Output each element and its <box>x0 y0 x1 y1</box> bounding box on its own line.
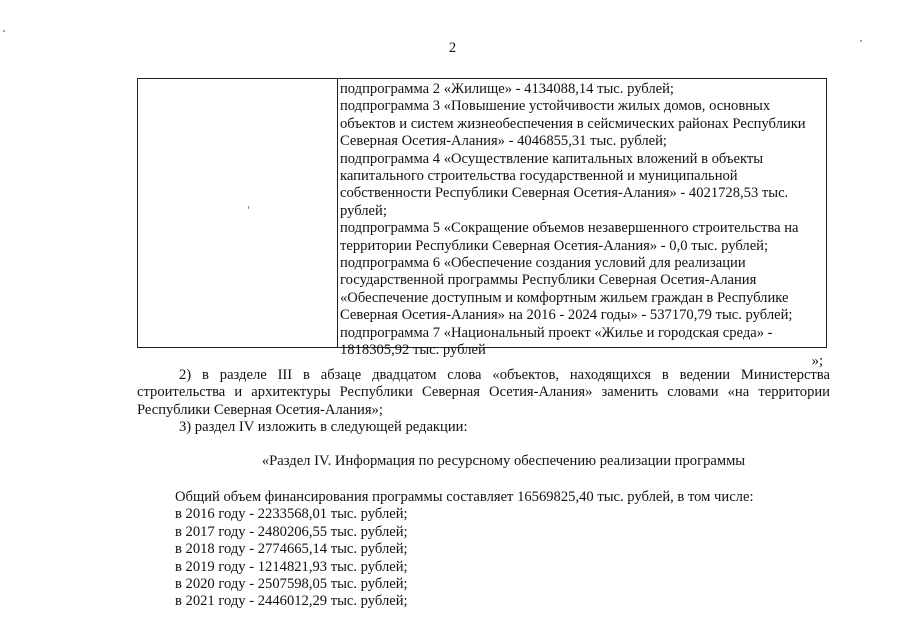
funding-year-item: в 2016 году - 2233568,01 тыс. рублей; <box>175 506 408 523</box>
funding-list <box>175 489 754 611</box>
subprogram-line: капитального строительства государственной и муниципальной <box>340 168 738 185</box>
subprogram-line: подпрограмма 7 «Национальный проект «Жилье и городская среда» - <box>340 324 773 341</box>
subprogram-line: подпрограмма 6 «Обеспечение создания условий для реализации <box>340 255 746 272</box>
subprogram-line: собственности Республики Северная Осетия-Алания» - 4021728,53 тыс. <box>340 185 789 202</box>
funding-year-item: в 2021 году - 2446012,29 тыс. рублей; <box>175 593 408 610</box>
subprograms-table <box>137 78 827 359</box>
subprogram-line: 1818305,92 тыс. рублей <box>340 342 486 359</box>
subprogram-line: подпрограмма 5 «Сокращение объемов незавершенного строительства на <box>340 220 799 237</box>
funding-year-item: в 2020 году - 2507598,05 тыс. рублей; <box>175 576 408 593</box>
subprogram-line: объектов и систем жизнеобеспечения в сейсмических районах Республики <box>340 115 806 132</box>
amendment-item-3: 3) раздел IV изложить в следующей редакции: <box>179 419 468 435</box>
subprogram-line: «Обеспечение доступным и комфортным жильем граждан в Республике <box>340 289 789 306</box>
scan-speck <box>860 40 862 42</box>
section-heading: «Раздел IV. Информация по ресурсному обеспечению реализации программы <box>261 453 746 469</box>
subprogram-line: подпрограмма 3 «Повышение устойчивости жилых домов, основных <box>340 98 771 115</box>
scan-speck <box>248 206 249 209</box>
subprogram-line: подпрограмма 4 «Осуществление капитальных вложений в объекты <box>340 150 764 167</box>
subprogram-line: территории Республики Северная Осетия-Алания» - 0,0 тыс. рублей; <box>340 237 769 254</box>
funding-total: Общий объем финансирования программы составляет 16569825,40 тыс. рублей, в том числе: <box>175 489 754 505</box>
scan-speck <box>3 30 5 32</box>
amendment-item-2: 2) в разделе III в абзаце двадцатом слова «объектов, находящихся в ведении Министерства строительства и архитектуры Республики Северная Осетия-Алания» заменить словами «на территории Республики Северная Осетия-Алания»; <box>137 367 830 418</box>
funding-year-item: в 2018 году - 2774665,14 тыс. рублей; <box>175 541 408 558</box>
subprogram-line: государственной программы Республики Северная Осетия-Алания <box>340 272 757 289</box>
subprogram-line: подпрограмма 2 «Жилище» - 4134088,14 тыс. рублей; <box>340 81 674 97</box>
page-number: 2 <box>448 40 457 56</box>
subprogram-line: Северная Осетия-Алания» - 4046855,31 тыс. рублей; <box>340 133 667 150</box>
table-right-cell <box>340 81 818 360</box>
table-left-cell <box>138 79 338 347</box>
funding-year-item: в 2019 году - 1214821,93 тыс. рублей; <box>175 558 408 575</box>
closing-quote: »; <box>811 353 823 369</box>
funding-year-item: в 2017 году - 2480206,55 тыс. рублей; <box>175 523 408 540</box>
subprogram-line: Северная Осетия-Алания» на 2016 - 2024 годы» - 537170,79 тыс. рублей; <box>340 307 793 324</box>
subprogram-line: рублей; <box>340 202 387 219</box>
